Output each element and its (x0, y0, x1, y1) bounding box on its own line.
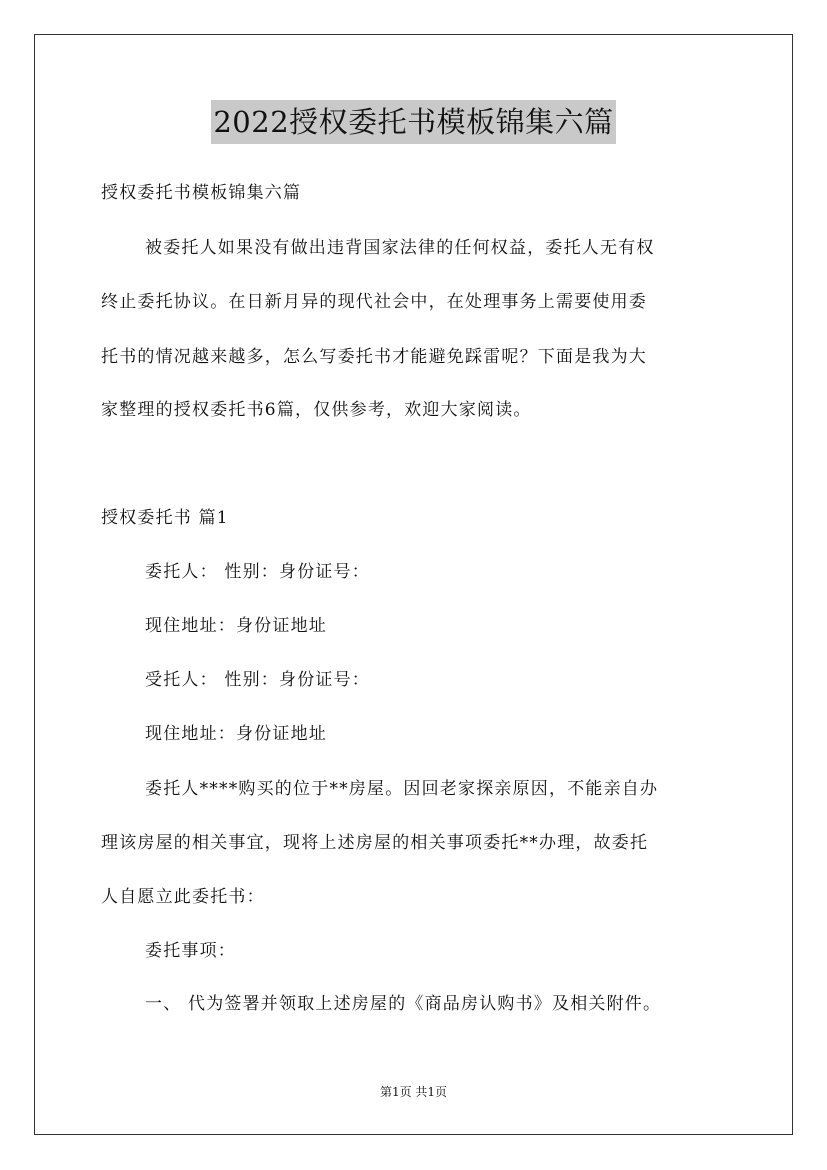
principal-address: 现住地址：身份证地址 (145, 616, 327, 636)
agent-address: 现住地址：身份证地址 (145, 724, 327, 744)
body-line-1: 委托人****购买的位于**房屋。因回老家探亲原因，不能亲自办 (145, 779, 659, 799)
principal-info: 委托人： 性别：身份证号： (145, 562, 371, 582)
intro-line-1: 被委托人如果没有做出违背国家法律的任何权益，委托人无有权 (145, 238, 655, 258)
document-subtitle: 授权委托书模板锦集六篇 (101, 183, 302, 203)
body-line-2: 理该房屋的相关事宜，现将上述房屋的相关事项委托**办理，故委托 (101, 833, 649, 853)
intro-line-3: 托书的情况越来越多，怎么写委托书才能避免踩雷呢？下面是我为大 (101, 347, 647, 367)
matter-item-1: 一、 代为签署并领取上述房屋的《商品房认购书》及相关附件。 (145, 994, 662, 1014)
matters-heading: 委托事项： (145, 941, 236, 961)
document-title: 2022授权委托书模板锦集六篇 (211, 100, 615, 144)
intro-line-2: 终止委托协议。在日新月异的现代社会中，在处理事务上需要使用委 (101, 292, 647, 312)
title-container (0, 100, 827, 144)
intro-line-4: 家整理的授权委托书6篇，仅供参考，欢迎大家阅读。 (101, 400, 532, 420)
section-heading: 授权委托书 篇1 (101, 508, 229, 528)
page-footer: 第1页 共1页 (379, 1085, 448, 1099)
agent-info: 受托人： 性别：身份证号： (145, 670, 371, 690)
body-line-3: 人自愿立此委托书： (101, 887, 265, 907)
